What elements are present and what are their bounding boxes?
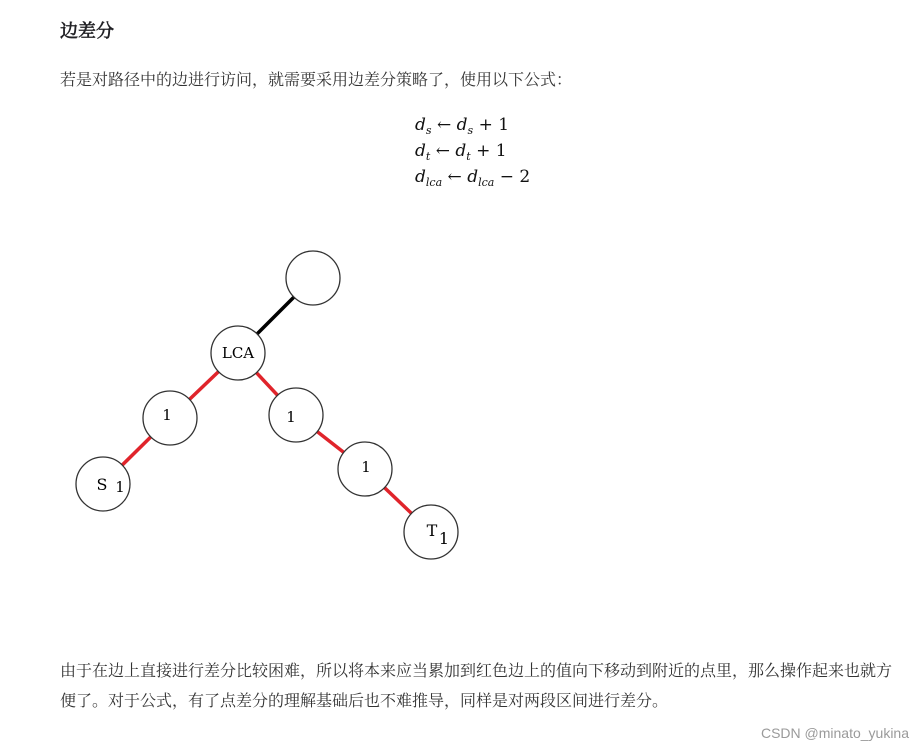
watermark: CSDN @minato_yukina	[760, 725, 909, 741]
intro-paragraph: 若是对路径中的边进行访问，就需要采用边差分策略了，使用以下公式：	[60, 70, 573, 89]
svg-text:LCA: LCA	[221, 344, 255, 362]
section-heading: 边差分	[60, 21, 114, 42]
conclusion-paragraph: 由于在边上直接进行差分比较困难，所以将本来应当累加到红色边上的值向下移动到附近的点里，那么操作起来也就方便了。对于公式，有了点差分的理解基础后也不难推导，同样是对两段区间进行差分。	[60, 661, 893, 710]
svg-text:1: 1	[361, 458, 371, 476]
node-left-mid	[143, 391, 197, 445]
svg-text:1: 1	[286, 408, 296, 426]
formula-ds: $d_s$ ← $d_s + 1$	[415, 115, 510, 137]
formula-block	[415, 112, 530, 190]
tree-diagram	[0, 220, 520, 570]
node-lca	[211, 326, 265, 380]
svg-text:S: S	[96, 475, 108, 494]
node-s	[76, 457, 130, 511]
svg-text:T: T	[426, 521, 438, 540]
svg-text:1: 1	[115, 478, 125, 496]
node-root	[286, 251, 340, 305]
node-right-mid	[269, 388, 323, 442]
svg-text:1: 1	[162, 406, 172, 424]
node-t	[404, 505, 458, 559]
formula-dlca: $d_{lca}$ ← $d_{lca} - 2$	[415, 167, 531, 189]
svg-text:1: 1	[438, 529, 450, 548]
node-right-low	[338, 442, 392, 496]
formula-dt: $d_t$ ← $d_t + 1$	[415, 141, 507, 163]
